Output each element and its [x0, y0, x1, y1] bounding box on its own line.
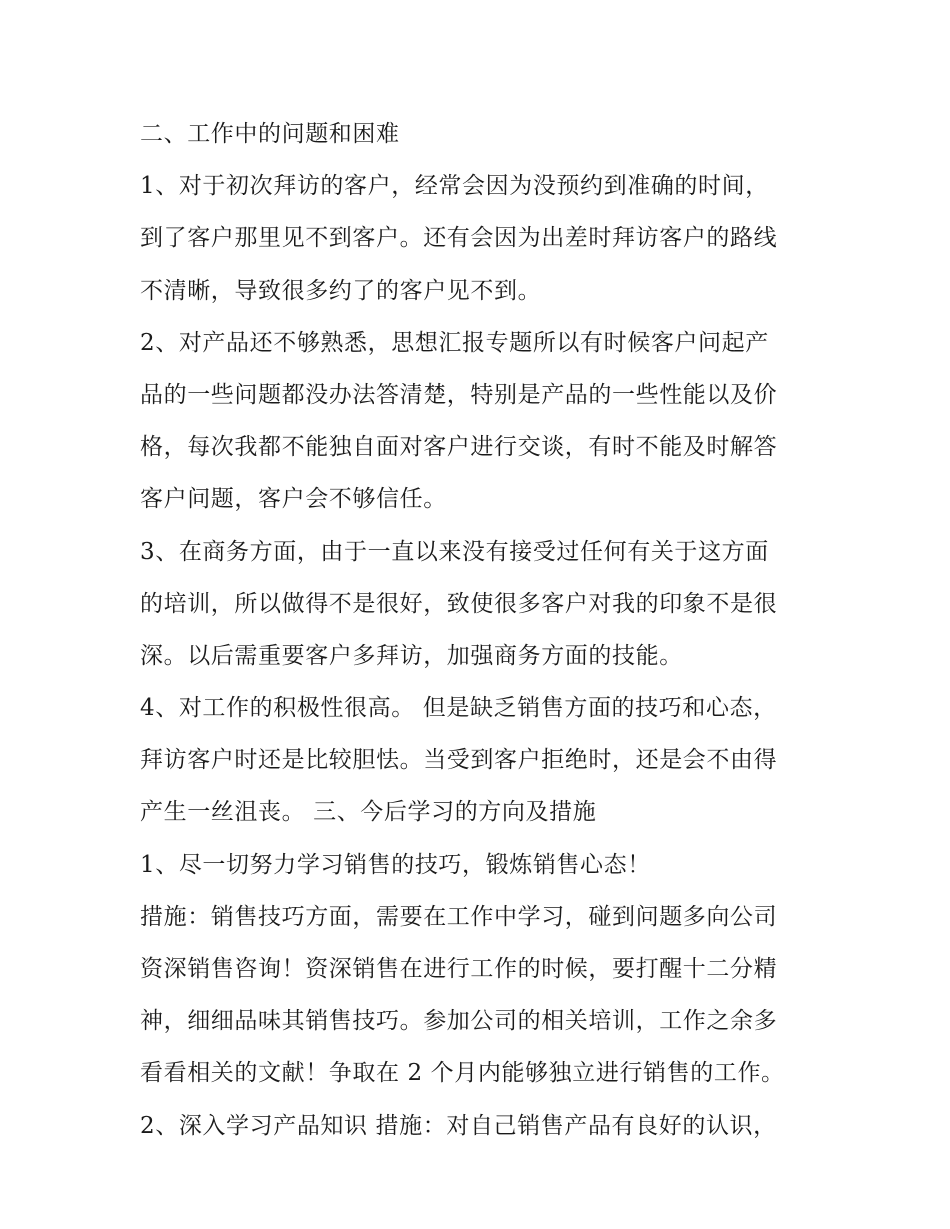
text-line: 资深销售咨询！资深销售在进行工作的时候，要打醒十二分精 [140, 956, 778, 982]
section-heading-problems: 二、工作中的问题和困难 [140, 121, 400, 147]
text-line: 到了客户那里见不到客户。还有会因为出差时拜访客户的路线 [140, 225, 778, 252]
text-line: 不清晰，导致很多约了的客户见不到。 [140, 277, 542, 304]
text-line: 2、对产品还不够熟悉，思想汇报专题所以有时候客户问起产 [140, 329, 769, 356]
text-line: 品的一些问题都没办法答清楚，特别是产品的一些性能以及价 [140, 381, 778, 408]
text-line: 神，细细品味其销售技巧。参加公司的相关培训，工作之余多 [140, 1008, 778, 1035]
text-line: 1、尽一切努力学习销售的技巧，锻炼销售心态！ [140, 851, 651, 878]
text-line: 产生一丝沮丧。 三、今后学习的方向及措施 [140, 799, 597, 826]
text-line: 1、对于初次拜访的客户，经常会因为没预约到准确的时间， [140, 173, 769, 200]
text-line: 2、深入学习产品知识 措施：对自己销售产品有良好的认识， [140, 1112, 777, 1139]
text-line: 格，每次我都不能独自面对客户进行交谈，有时不能及时解答 [140, 434, 778, 461]
text-line: 看看相关的文献！争取在 2 个月内能够独立进行销售的工作。 [140, 1060, 785, 1087]
text-line: 客户问题，客户会不够信任。 [140, 486, 447, 513]
text-line: 的培训，所以做得不是很好，致使很多客户对我的印象不是很 [140, 590, 778, 617]
text-line: 3、在商务方面，由于一直以来没有接受过任何有关于这方面 [140, 538, 769, 565]
text-line: 4、对工作的积极性很高。 但是缺乏销售方面的技巧和心态， [140, 695, 777, 722]
text-line: 措施：销售技巧方面，需要在工作中学习，碰到问题多向公司 [140, 903, 778, 930]
text-line: 深。以后需重要客户多拜访，加强商务方面的技能。 [140, 642, 683, 669]
text-line: 拜访客户时还是比较胆怯。当受到客户拒绝时，还是会不由得 [140, 747, 778, 774]
document-body [140, 108, 820, 1152]
